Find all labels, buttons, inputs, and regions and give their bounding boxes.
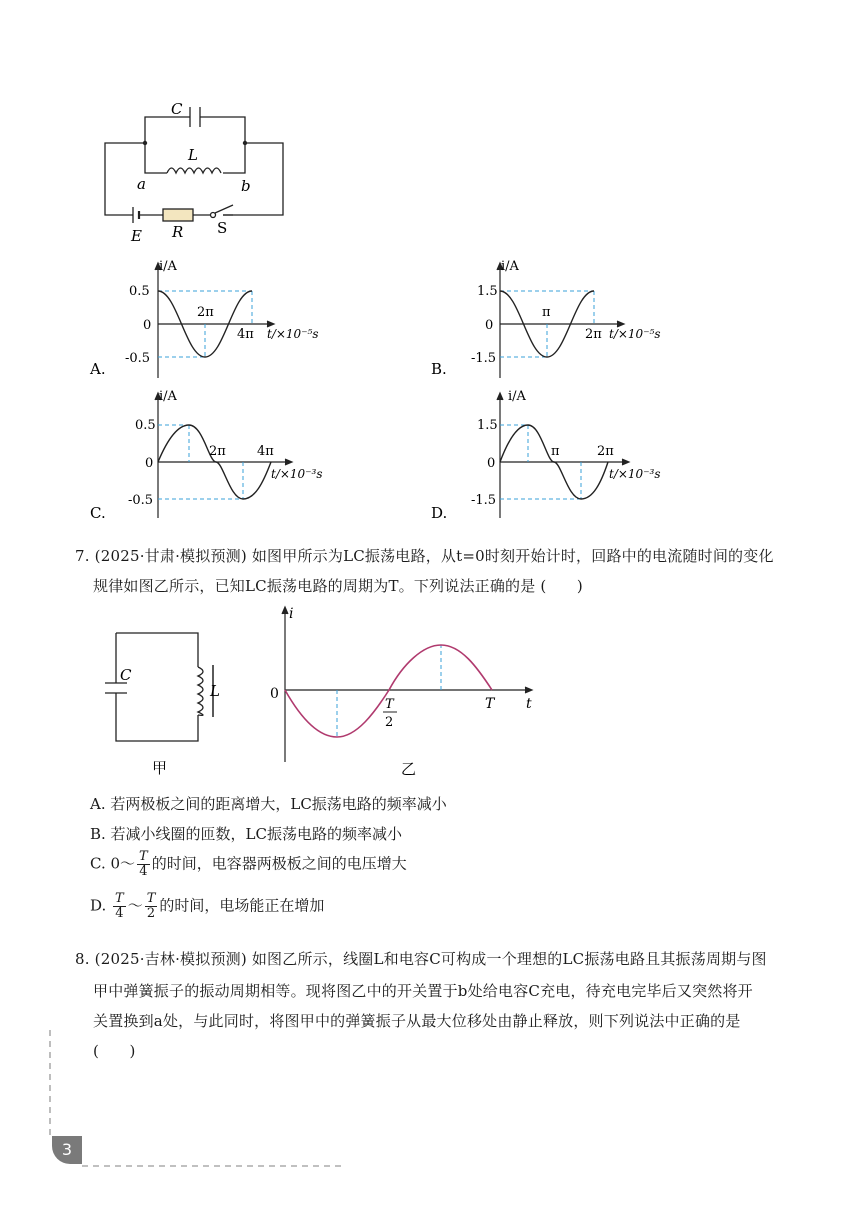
q8-stem-line1: 8. (2025·吉林·模拟预测) 如图乙所示，线圈L和电容C可构成一个理想的LC振荡电路且其振荡周期与图: [75, 950, 767, 968]
battery-label: E: [131, 227, 142, 245]
option-label: B.: [431, 360, 447, 378]
inductor-label: L: [210, 682, 220, 700]
capacitor-label: C: [120, 666, 132, 684]
q7-option-b[interactable]: B. 若减小线圈的匝数，LC振荡电路的频率减小: [90, 825, 402, 843]
q8-stem-line4: ( ): [93, 1042, 136, 1060]
figure-jia-caption: 甲: [152, 759, 168, 777]
x-tick-1: 2π: [197, 305, 214, 320]
x-tick-2: 4π: [257, 444, 274, 459]
q7-stem-line2: 规律如图乙所示，已知LC振荡电路的周期为T。下列说法正确的是 ( ): [93, 577, 583, 595]
y-min-tick: -0.5: [125, 351, 151, 366]
y-min-tick: -1.5: [471, 493, 497, 508]
node-b-label: b: [241, 177, 251, 195]
option-c-prefix: C. 0～: [90, 854, 136, 873]
option-label: D.: [431, 504, 448, 522]
x-axis-label: t/×10⁻⁵s: [609, 327, 661, 341]
q8-stem-line3: 关置换到a处，与此同时，将图甲中的弹簧振子从最大位移处由静止释放，则下列说法中正确的是: [93, 1012, 741, 1030]
lc-circuit-diagram: [95, 95, 295, 250]
y-axis-label: i/A: [508, 389, 526, 404]
q8-stem-line2: 甲中弹簧振子的振动周期相等。现将图乙中的开关置于b处给电容C充电，待充电完毕后又突然将开: [93, 982, 753, 1000]
x-axis-label: t/×10⁻⁵s: [267, 327, 319, 341]
y-zero-tick: 0: [487, 456, 496, 471]
q7-option-c[interactable]: [90, 850, 407, 879]
node-a-label: a: [137, 175, 146, 193]
option-d-text: 的时间，电场能正在增加: [159, 896, 325, 915]
y-axis-label: i: [289, 606, 294, 622]
capacitor-label: C: [171, 100, 183, 118]
q7-option-d[interactable]: [90, 892, 324, 921]
graph-option-b: [425, 258, 685, 383]
page-number: 3: [52, 1136, 82, 1164]
inductor-label: L: [188, 146, 198, 164]
fraction-t-over-4: $\frac{T}{4}$: [139, 849, 148, 879]
half-period-denominator: 2: [385, 715, 394, 730]
page-margin-dashes: [40, 1030, 360, 1175]
y-zero-tick: 0: [143, 318, 152, 333]
option-c-text: 的时间，电容器两极板之间的电压增大: [151, 854, 407, 873]
x-tick-2: 2π: [585, 327, 602, 342]
x-tick-1: π: [551, 444, 560, 459]
x-axis-label: t/×10⁻³s: [271, 467, 323, 481]
y-zero-tick: 0: [145, 456, 154, 471]
resistor-label: R: [172, 223, 184, 241]
switch-label: S: [217, 219, 228, 237]
option-label: C.: [90, 504, 106, 522]
q7-lc-circuit-jia: [100, 625, 240, 780]
x-tick-2: 4π: [237, 327, 254, 342]
y-axis-label: i/A: [159, 389, 177, 404]
option-label: A.: [90, 360, 106, 378]
y-axis-label: i/A: [501, 259, 519, 274]
q7-current-graph-yi: [265, 602, 545, 780]
fraction-t-over-2: $\frac{T}{2}$: [146, 891, 156, 921]
origin-label: 0: [270, 686, 279, 702]
y-min-tick: -1.5: [471, 351, 497, 366]
x-tick-2: 2π: [597, 444, 614, 459]
figure-yi-caption: 乙: [401, 760, 417, 778]
graph-option-a: [85, 258, 345, 383]
y-max-tick: 1.5: [477, 284, 498, 299]
y-max-tick: 0.5: [135, 418, 156, 433]
option-d-tilde: ～: [127, 896, 143, 915]
x-tick-1: 2π: [209, 444, 226, 459]
option-d-prefix: D.: [90, 896, 107, 915]
fraction-t-over-4: $\frac{T}{4}$: [115, 891, 124, 921]
x-axis-label: t/×10⁻³s: [609, 467, 661, 481]
y-zero-tick: 0: [485, 318, 494, 333]
x-axis-label: t: [526, 696, 532, 712]
y-axis-label: i/A: [159, 259, 177, 274]
y-min-tick: -0.5: [128, 493, 154, 508]
q7-stem-line1: 7. (2025·甘肃·模拟预测) 如图甲所示为LC振荡电路，从t=0时刻开始计时，回路中的电流随时间的变化: [75, 547, 774, 565]
y-max-tick: 1.5: [477, 418, 498, 433]
q7-option-a[interactable]: A. 若两极板之间的距离增大，LC振荡电路的频率减小: [90, 795, 447, 813]
x-tick-1: π: [542, 305, 551, 320]
graph-option-c: [85, 388, 345, 523]
period-label: T: [485, 696, 495, 712]
graph-option-d: [425, 388, 685, 523]
half-period-numerator: T: [385, 697, 394, 712]
y-max-tick: 0.5: [129, 284, 150, 299]
